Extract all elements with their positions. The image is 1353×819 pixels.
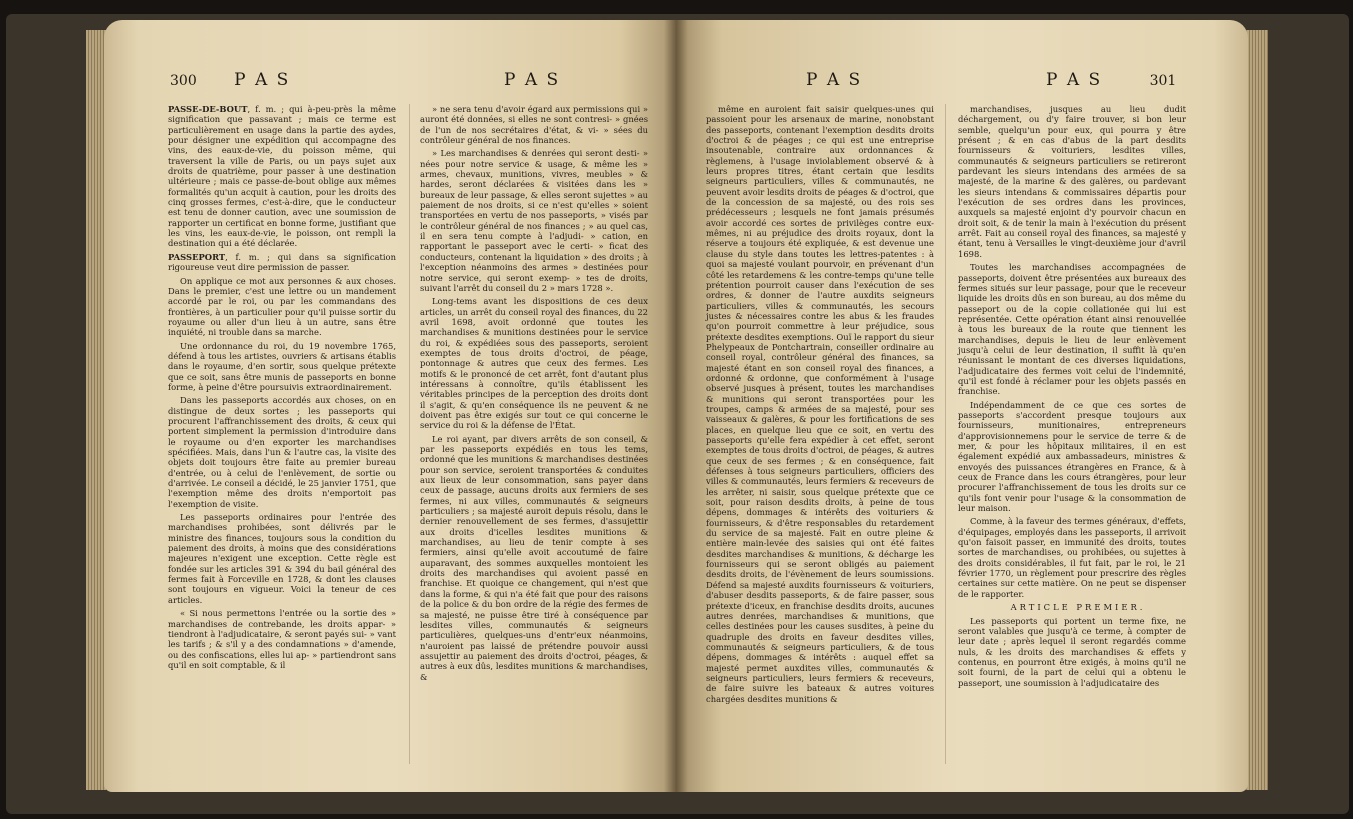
paragraph xyxy=(420,434,648,682)
right-page-number-header xyxy=(1046,70,1176,90)
column-divider xyxy=(945,104,946,764)
right-page-column-1 xyxy=(706,104,934,707)
paragraph-text: Indépendamment de ce que ces sortes de passeports s'accordent presque toujours aux fournisseurs, munitionaires, entrepreneurs d'approvisionnemens pour le service de terre & de mer, & pour les hôpitaux militaires, il en est également expédié aux ambassadeurs, ministres & envoyés des puissances étrangères en France, & à ceux de France dans les cours étrangères, pour leur procurer l'affranchissement de tous les droits sur ce qu'ils font venir pour l'usage & la consommation de leur maison. xyxy=(958,399,1186,514)
paragraph xyxy=(168,395,396,509)
left-page-column-2 xyxy=(420,104,648,685)
paragraph xyxy=(168,512,396,605)
paragraph-text: , f. m. ; qui à-peu-près la même signification que passavant ; mais ce terme est particulièrement en usage dans la partie des aydes, pour désigner une expédition qui accompagne des vins, des eaux-de-vie, du poisson même, qui traversent la ville de Paris, ou un pays sujet aux droits de quatrième, pour passer à une destination ultérieure ; mais ce passe-de-bout oblige aux mêmes formalités qu'un acquit à caution, pour les droits des cinq grosses fermes, c'est-à-dire, que le conducteur est tenu de donner caution, avec une soumission de rapporter un certificat en bonne forme, justifiant que les vins, les eaux-de-vie, le poisson, ont rempli la destination qui a été déclarée. xyxy=(168,104,396,249)
paragraph-text: Comme, à la faveur des termes généraux, d'effets, d'équipages, employés dans les passeports, il arrivoit qu'on faisoit passer, en immunité des droits, toutes sortes de marchandises, ou prohibées, ou sujettes à des droits considérables, il fut fait, par le roi, le 21 février 1770, un règlement pour prescrire des règles certaines sur cette matière. On ne peut se dispenser de le rapporter. xyxy=(958,516,1186,599)
paragraph-text: Les passeports qui portent un terme fixe, ne seront valables que jusqu'à ce terme, à compter de leur date ; après lequel il seront regardés comme nuls, & les droits des marchandises & effets y contenus, en pourront être exigés, à moins qu'il ne soit fourni, de la part de celui qui a obtenu le passeport, une soumission à l'adjudicataire des xyxy=(958,615,1186,688)
running-head-left: P A S xyxy=(806,70,863,90)
left-page xyxy=(104,20,676,792)
left-page-column-1 xyxy=(168,104,396,673)
running-head-left: P A S xyxy=(234,70,291,90)
paragraph xyxy=(420,104,648,145)
paragraph-text: marchandises, jusques au lieu dudit déchargement, ou d'y faire trouver, si bon leur semble, quelqu'un pour eux, qui pourra y être présent ; & en cas d'abus de la part desdits fournisseurs & voituriers, lesdites villes, communautés & seigneurs particuliers se retireront pardevant les sieurs intendans des armées de sa majesté, de la marine & des galères, ou pardevant les sieurs intendans & commissaires départis pour l'exécution de ses ordres dans les provinces, auxquels sa majesté enjoint d'y pourvoir chacun en droit soit, & de tenir la main à l'exécution du présent arrêt. Fait au conseil royal des finances, sa majesté y étant, tenu à Versailles le vingt-deuxième jour d'avril 1698. xyxy=(958,104,1186,259)
paragraph-text: Dans les passeports accordés aux choses, on en distingue de deux sortes ; les passeports qui procurent l'affranchissement des droits, & ceux qui portent simplement la permission d'introduire dans le royaume ou d'en exporter les marchandises spécifiées. Mais, dans l'un & l'autre cas, la visite des objets doit toujours être faite au premier bureau d'entrée, ou à celui de l'enlèvement, de sortie ou d'arrivée. Le conseil a décidé, le 25 janvier 1751, que l'exemption même des droits n'emportoit pas l'exemption de visite. xyxy=(168,395,396,509)
paragraph xyxy=(958,104,1186,259)
paragraph-text: Long-tems avant les dispositions de ces deux articles, un arrêt du conseil royal des finances, du 22 avril 1698, avoit ordonné que toutes les marchandises & munitions destinées pour le service du roi, & expédiées sous des passeports, seroient exemptes de tous droits d'octroi, de péage, pontonnage & autres que ceux des fermes. Les motifs & le prononcé de cet arrêt, font d'autant plus intéressans à connoître, qu'ils établissent les véritables principes de la perception des droits dont il s'agit, & qu'en conséquence ils ne peuvent & ne doivent pas être exigés sur tout ce qui concerne le service du roi & la défense de l'État. xyxy=(420,296,648,431)
paragraph xyxy=(958,400,1186,514)
column-divider xyxy=(409,104,410,764)
paragraph xyxy=(168,608,396,670)
paragraph xyxy=(168,252,396,273)
paragraph-text: » Les marchandises & denrées qui seront desti- » nées pour notre service & usage, & même les » armes, chevaux, munitions, vivres, meubles » & hardes, seront déclarées & visitées dans les » bureaux de leur passage, & elles seront sujettes » au paiement de nos droits, si ce n'est qu'elles » soient transportées en vertu de nos passeports, » visés par le contrôleur général de nos finances ; » au quel cas, il en sera tenu compte à l'adjudi- » cation, en rapportant le passeport avec le certi- » ficat des conducteurs, contenant la liquidation » des droits ; à l'exception néanmoins des armes » destinées pour notre service, qui seront exemp- » tes de droits, suivant l'arrêt du conseil du 2 » mars 1728 ». xyxy=(420,148,648,293)
paragraph-text: , f. m. ; qui dans sa signification rigoureuse veut dire permission de passer. xyxy=(168,251,396,273)
paragraph xyxy=(168,341,396,393)
paragraph xyxy=(168,104,396,249)
paragraph-text: » ne sera tenu d'avoir égard aux permissions qui » auront été données, si elles ne sont contresi- » gnées de l'un de nos secrétaires d'état, & vi- » sées du contrôleur général de nos finances. xyxy=(420,104,648,146)
article-heading: ARTICLE PREMIER. xyxy=(1010,602,1146,613)
paragraph-text: On applique ce mot aux personnes & aux choses. Dans le premier, c'est une lettre ou un mandement accordé par le roi, ou par les commandans des frontières, à un particulier pour qu'il puisse sortir du royaume ou aller d'un lieu à un autre, sans être inquiété, ni trouble dans sa marche. xyxy=(168,275,396,338)
running-head-right: P A S xyxy=(1046,70,1103,90)
book-gutter xyxy=(664,20,688,792)
paragraph xyxy=(420,296,648,430)
left-page-edges xyxy=(86,30,106,790)
entry-headword: PASSE-DE-BOUT xyxy=(168,104,248,114)
paragraph-text: Toutes les marchandises accompagnées de passeports, doivent être présentées aux bureaux des fermes situés sur leur passage, pour que le receveur liquide les droits dûs en son bureau, au dos même du passeport ou de la copie collationée qui lui est représentée. Cette opération étant ainsi renouvellée à tous les bureaux de la route que tiennent les marchandises, depuis le lieu de leur enlèvement jusqu'à celui de leur destination, il suffit là qu'en réunissant le montant de ces diverses liquidations, l'adjudicataire des fermes voit celui de l'indemnité, qu'il est fondé à réclamer pour les objets passés en franchise. xyxy=(958,262,1186,397)
page-number: 300 xyxy=(170,73,197,89)
paragraph xyxy=(706,104,934,704)
paragraph-text: même en auroient fait saisir quelques-unes qui passoient pour les arsenaux de marine, nonobstant des passeports, contenant l'exemption desdits droits d'octroi & de péages ; ce qui est une entreprise insoutenable, contraire aux ordonnances & règlemens, à l'usage inviolablement observé & à leurs propres titres, étant certain que lesdits seigneurs particuliers, villes & communautés, ne peuvent avoir lesdits droits de péages & d'octroi, que de la concession de sa majesté, ou des rois ses prédécesseurs ; lesquels ne font jamais présumés avoir accordé ces sortes de privilèges contre eux-mêmes, ni au préjudice des droits royaux, dont la réserve a toujours été expliquée, & est devenue une clause du style dans toutes les lettres-patentes : à quoi sa majesté voulant pourvoir, en prévenant d'un côté les retardemens & les contre-temps qu'une telle prétention pourroit causer dans l'exécution de ses ordres, & donner de l'autre auxdits seigneurs particuliers, villes & communautés, les secours justes & nécessaires contre les abus & les fraudes qu'on pourroit commettre à leur préjudice, sous prétexte desdites exemptions. Ouï le rapport du sieur Phelypeaux de Pontchartrain, conseiller ordinaire au conseil royal, contrôleur général des finances, sa majesté étant en son conseil royal des finances, a ordonné & ordonne, que conformément à l'usage observé jusques à présent, toutes les marchandises & munitions qui seront transportées pour les troupes, camps & armées de sa majesté, pour ses vaisseaux & galères, & pour les fortifications de ses places, en quelque lieu que ce soit, en vertu des passeports qu'elle fera expédier à cet effet, seront exemptes de tous droits d'octroi, de péages, & autres que ceux de ses fermes ; & en conséquence, fait défenses à tous seigneurs particuliers, officiers des villes & communautés, leurs fermiers & receveurs de les arrêter, ni saisir, sous quelque prétexte que ce soit, pour raison desdits droits, à peine de tous dépens, dommages & intérêts des voituriers & fournisseurs, & d'être responsables du retardement du service de sa majesté. Fait en outre pleine & entière main-levée des saisies qui ont été faites desdites marchandises & munitions, & décharge les fournisseurs qui se seront obligés au paiement desdits droits, de l'évènement de leurs soumissions. Défend sa majesté auxdits fournisseurs & voituriers, d'abuser desdits passeports, & de faire passer, sous prétexte d'iceux, en franchise desdits droits, aucunes autres denrées, marchandises & munitions, que celles destinées pour les causes susdites, à peine du quadruple des droits en faveur desdites villes, communautés & seigneurs particuliers, & de tous dépens, dommages & intérêts : auquel effet sa majesté permet auxdites villes, communautés & seigneurs particuliers, leurs fermiers & receveurs, de faire suivre les bateaux & autres voitures chargées desdites munitions & xyxy=(706,104,934,704)
paragraph-text: Le roi ayant, par divers arrêts de son conseil, & par les passeports expédiés en tous les tems, ordonné que les munitions & marchandises destinées pour son service, seroient transportées & conduites aux lieux de leur consommation, sans payer dans ceux de passage, aucuns droits aux fermiers de ses fermes, ni aux villes, communautés & seigneurs particuliers ; sa majesté auroit depuis résolu, dans le dernier renouvellement de ses fermes, d'assujettir aux droits d'icelles lesdites munitions & marchandises, au lieu de tenir compte à ses fermiers, ainsi qu'elle avoit accoutumé de faire auparavant, des sommes auxquelles montoient les droits des marchandises qui avoient passé en franchise. Et quoique ce changement, qui n'est que dans la forme, & qui n'a été fait que pour des raisons de la police & du bon ordre de la régie des fermes de sa majesté, ne puisse être tiré à conséquence par lesdites villes, communautés & seigneurs particulières, quelques-uns d'entr'eux néanmoins, n'auroient pas laissé de prétendre pouvoir aussi assujettir au paiement des droits d'octroi, péages, & autres à eux dûs, lesdites munitions & marchandises, & xyxy=(420,433,648,682)
paragraph xyxy=(958,262,1186,396)
right-page xyxy=(676,20,1248,792)
paragraph xyxy=(420,148,648,293)
page-number: 301 xyxy=(1149,73,1177,89)
paragraph-text: Une ordonnance du roi, du 19 novembre 1765, défend à tous les artistes, ouvriers & artisans établis dans le royaume, d'en sortir, sous quelque prétexte que ce soit, sans être munis de passeports en bonne forme, à peine d'être poursuivis extraordinairement. xyxy=(168,340,396,392)
paragraph xyxy=(168,276,396,338)
right-page-column-2 xyxy=(958,104,1186,691)
running-head-right: P A S xyxy=(504,70,561,90)
paragraph xyxy=(958,516,1186,599)
paragraph-text: Les passeports ordinaires pour l'entrée des marchandises prohibées, sont délivrés par le ministre des finances, toujours sous la condition du paiement des droits, à moins que des considérations majeures n'exigent une exception. Cette règle est fondée sur les articles 391 & 394 du bail général des fermes fait à Forceville en 1728, & dont les clauses sont toujours en vigueur. Voici la teneur de ces articles. xyxy=(168,512,396,605)
entry-headword: PASSEPORT xyxy=(168,251,226,262)
paragraph xyxy=(958,616,1186,688)
right-page-edges xyxy=(1246,30,1268,790)
left-page-number-header xyxy=(170,70,290,90)
paragraph-text: « Si nous permettons l'entrée ou la sortie des » marchandises de contrebande, les droits appar- » tiendront à l'adjudicataire, & seront payés sui- » vant les tarifs ; & s'il y a des condamnations » d'amende, ou des confiscations, elles lui ap- » partiendront sans qu'il en soit comptable, & il xyxy=(168,608,396,670)
